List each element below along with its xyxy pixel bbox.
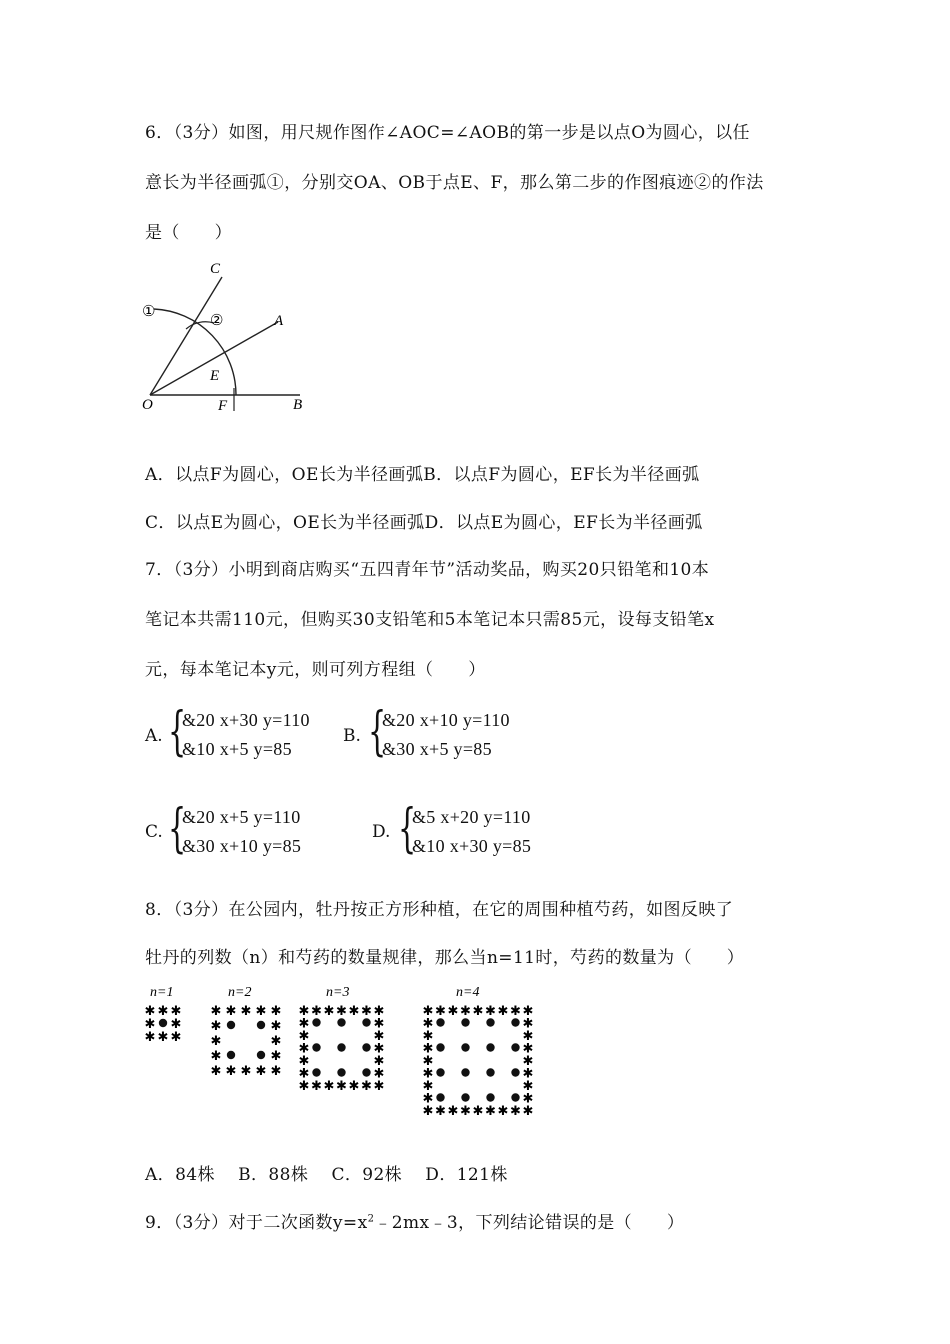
- star-flower-mark: ✱: [323, 1078, 335, 1093]
- q6-stem-line1: 6．（3分）如图，用尺规作图作∠AOC=∠AOB的第一步是以点O为圆心，以任: [145, 123, 750, 143]
- star-flower-mark: ✱: [170, 1003, 182, 1018]
- dot-flower-mark: [436, 1043, 444, 1051]
- q9-stem: [145, 1208, 684, 1233]
- dot-flower-mark: [312, 1018, 320, 1026]
- star-flower-mark: ✱: [522, 1065, 534, 1081]
- q7-option-a-eq2: &10 x+5 y=85: [182, 739, 292, 759]
- star-flower-mark: ✱: [472, 1103, 484, 1118]
- star-flower-mark: ✱: [225, 1063, 237, 1078]
- star-flower-mark: ✱: [157, 1003, 169, 1018]
- star-flower-mark: ✱: [460, 1003, 471, 1018]
- q6-options-cd: C．以点E为圆心，OE长为半径画弧D．以点E为圆心，EF长为半径画弧: [145, 513, 703, 533]
- star-flower-mark: ✱: [510, 1003, 521, 1018]
- star-flower-mark: ✱: [255, 1063, 267, 1078]
- dot-flower-mark: [337, 1043, 345, 1051]
- star-flower-mark: ✱: [311, 1078, 322, 1093]
- dot-flower-mark: [159, 1019, 167, 1027]
- q7-stem-line2: 笔记本共需110元，但购买30支铅笔和5本笔记本只需85元，设每支铅笔x: [145, 610, 715, 630]
- star-flower-mark: ✱: [348, 1078, 360, 1093]
- q9-stem-prefix: 9．（3分）对于二次函数y=x: [145, 1213, 368, 1233]
- star-flower-mark: ✱: [522, 1103, 534, 1118]
- star-flower-mark: ✱: [336, 1003, 347, 1018]
- dot-flower-mark: [362, 1043, 370, 1051]
- star-flower-mark: ✱: [373, 1078, 385, 1093]
- star-flower-mark: ✱: [210, 1018, 222, 1033]
- dot-flower-mark: [257, 1051, 265, 1059]
- star-flower-mark: ✱: [522, 1078, 534, 1093]
- star-flower-mark: ✱: [225, 1003, 237, 1018]
- star-flower-mark: ✱: [373, 1065, 385, 1081]
- q7-stem-line1: 7．（3分）小明到商店购买“五四青年节”活动奖品，购买20只铅笔和10本: [145, 560, 710, 580]
- star-flower-mark: ✱: [336, 1078, 347, 1093]
- panel-label-n4: n=4: [456, 985, 480, 1000]
- q7-option-d-eq1: &5 x+20 y=110: [412, 807, 531, 827]
- star-flower-mark: ✱: [447, 1003, 459, 1018]
- label-C: C: [210, 261, 221, 277]
- label-E: E: [210, 368, 220, 384]
- star-flower-mark: ✱: [522, 1015, 534, 1031]
- star-flower-mark: ✱: [298, 1015, 310, 1031]
- q7-option-c-label: C.: [145, 822, 163, 842]
- star-flower-mark: ✱: [373, 1028, 385, 1043]
- dot-flower-mark: [337, 1068, 345, 1076]
- star-flower-mark: ✱: [240, 1063, 252, 1078]
- dot-flower-mark: [486, 1093, 494, 1101]
- star-flower-mark: ✱: [422, 1028, 434, 1043]
- dot-flower-mark: [486, 1043, 494, 1051]
- star-flower-mark: ✱: [298, 1040, 310, 1056]
- star-flower-mark: ✱: [255, 1003, 267, 1018]
- star-flower-mark: ✱: [472, 1003, 484, 1018]
- dot-flower-mark: [461, 1068, 469, 1076]
- star-flower-mark: ✱: [422, 1065, 434, 1081]
- q8-flower-pattern-figure: [140, 980, 550, 1120]
- star-flower-mark: ✱: [144, 1029, 156, 1044]
- star-flower-mark: ✱: [510, 1103, 521, 1118]
- dot-flower-mark: [511, 1068, 519, 1076]
- label-arc2: ②: [210, 313, 224, 329]
- star-flower-mark: ✱: [144, 1016, 156, 1031]
- star-flower-mark: ✱: [422, 1003, 434, 1018]
- star-flower-mark: ✱: [311, 1003, 322, 1018]
- q7-option-c-eq1: &20 x+5 y=110: [182, 807, 301, 827]
- dot-flower-mark: [486, 1018, 494, 1026]
- q7-option-a-eq1: &20 x+30 y=110: [182, 710, 310, 730]
- dot-flower-mark: [486, 1068, 494, 1076]
- star-flower-mark: ✱: [373, 1015, 385, 1031]
- star-flower-mark: ✱: [422, 1103, 434, 1118]
- star-flower-mark: ✱: [422, 1053, 434, 1068]
- star-flower-mark: ✱: [373, 1053, 385, 1068]
- star-flower-mark: ✱: [422, 1015, 434, 1031]
- dot-flower-mark: [337, 1018, 345, 1026]
- q7-option-a-label: A.: [145, 726, 163, 746]
- star-flower-mark: ✱: [210, 1033, 222, 1048]
- star-flower-mark: ✱: [435, 1103, 446, 1118]
- q7-option-c-eq2: &30 x+10 y=85: [182, 836, 302, 856]
- star-flower-mark: ✱: [210, 1048, 222, 1063]
- dot-flower-mark: [436, 1018, 444, 1026]
- panel-label-n1: n=1: [150, 985, 174, 1000]
- q8-options: A．84株 B．88株 C．92株 D．121株: [145, 1165, 508, 1185]
- star-flower-mark: ✱: [210, 1063, 222, 1078]
- star-flower-mark: ✱: [522, 1090, 534, 1106]
- star-flower-mark: ✱: [170, 1029, 182, 1044]
- q7-option-d-label: D.: [372, 822, 391, 842]
- star-flower-mark: ✱: [270, 1018, 282, 1033]
- star-flower-mark: ✱: [422, 1040, 434, 1056]
- q6-stem-line2: 意长为半径画弧①，分别交OA、OB于点E、F，那么第二步的作图痕迹②的作法: [145, 173, 764, 193]
- q8-stem-line2: 牡丹的列数（n）和芍药的数量规律，那么当n=11时，芍药的数量为（ ）: [145, 948, 745, 968]
- star-flower-mark: ✱: [144, 1003, 156, 1018]
- star-flower-mark: ✱: [270, 1003, 282, 1018]
- label-B: B: [293, 397, 303, 413]
- dot-flower-mark: [511, 1093, 519, 1101]
- star-flower-mark: ✱: [298, 1053, 310, 1068]
- dot-flower-mark: [511, 1018, 519, 1026]
- arc-1: [154, 309, 236, 395]
- star-flower-mark: ✱: [485, 1003, 496, 1018]
- q8-stem-line1: 8．（3分）在公园内，牡丹按正方形种植，在它的周围种植芍药，如图反映了: [145, 900, 734, 920]
- star-flower-mark: ✱: [497, 1003, 509, 1018]
- q7-option-d-eq2: &10 x+30 y=85: [412, 836, 532, 856]
- star-flower-mark: ✱: [373, 1040, 385, 1056]
- star-flower-mark: ✱: [485, 1103, 496, 1118]
- star-flower-mark: ✱: [522, 1053, 534, 1068]
- panel-label-n3: n=3: [326, 985, 350, 1000]
- dot-flower-mark: [436, 1093, 444, 1101]
- q7-option-b-eq2: &30 x+5 y=85: [382, 739, 492, 759]
- star-flower-mark: ✱: [522, 1028, 534, 1043]
- dot-flower-mark: [511, 1043, 519, 1051]
- star-flower-mark: ✱: [298, 1003, 310, 1018]
- dot-flower-mark: [362, 1018, 370, 1026]
- star-flower-mark: ✱: [460, 1103, 471, 1118]
- star-flower-mark: ✱: [157, 1029, 169, 1044]
- label-A: A: [274, 313, 284, 329]
- dot-flower-mark: [227, 1021, 235, 1029]
- label-O: O: [142, 397, 153, 413]
- star-flower-mark: ✱: [270, 1063, 282, 1078]
- star-flower-mark: ✱: [497, 1103, 509, 1118]
- label-F: F: [218, 398, 228, 414]
- star-flower-mark: ✱: [270, 1048, 282, 1063]
- star-flower-mark: ✱: [361, 1078, 372, 1093]
- dot-flower-mark: [362, 1068, 370, 1076]
- ray-OA: [150, 322, 278, 395]
- q6-angle-construction-figure: [138, 255, 318, 420]
- star-flower-mark: ✱: [298, 1078, 310, 1093]
- star-flower-mark: ✱: [298, 1028, 310, 1043]
- star-flower-mark: ✱: [422, 1090, 434, 1106]
- q6-options-ab: A．以点F为圆心，OE长为半径画弧B．以点F为圆心，EF长为半径画弧: [145, 465, 700, 485]
- dot-flower-mark: [461, 1093, 469, 1101]
- star-flower-mark: ✱: [170, 1016, 182, 1031]
- star-flower-mark: ✱: [210, 1003, 222, 1018]
- star-flower-mark: ✱: [447, 1103, 459, 1118]
- q9-stem-suffix: ﹣2mx﹣3，下列结论错误的是（ ）: [374, 1213, 685, 1233]
- q7-option-b-eq1: &20 x+10 y=110: [382, 710, 510, 730]
- panel-label-n2: n=2: [228, 985, 252, 1000]
- star-flower-mark: ✱: [361, 1003, 372, 1018]
- dot-flower-mark: [312, 1068, 320, 1076]
- dot-flower-mark: [257, 1021, 265, 1029]
- dot-flower-mark: [461, 1018, 469, 1026]
- star-flower-mark: ✱: [240, 1003, 252, 1018]
- q7-stem-line3: 元，每本笔记本y元，则可列方程组（ ）: [145, 660, 486, 680]
- dot-flower-mark: [312, 1043, 320, 1051]
- dot-flower-mark: [461, 1043, 469, 1051]
- star-flower-mark: ✱: [323, 1003, 335, 1018]
- star-flower-mark: ✱: [348, 1003, 360, 1018]
- dot-flower-mark: [227, 1051, 235, 1059]
- star-flower-mark: ✱: [435, 1003, 446, 1018]
- star-flower-mark: ✱: [270, 1033, 282, 1048]
- star-flower-mark: ✱: [298, 1065, 310, 1081]
- label-arc1: ①: [142, 304, 156, 320]
- q9-stem-exponent: 2: [367, 1213, 375, 1225]
- star-flower-mark: ✱: [522, 1040, 534, 1056]
- star-flower-mark: ✱: [373, 1003, 385, 1018]
- star-flower-mark: ✱: [422, 1078, 434, 1093]
- dot-flower-mark: [436, 1068, 444, 1076]
- q7-option-b-label: B.: [343, 726, 361, 746]
- q6-stem-line3: 是（ ）: [145, 223, 232, 243]
- star-flower-mark: ✱: [522, 1003, 534, 1018]
